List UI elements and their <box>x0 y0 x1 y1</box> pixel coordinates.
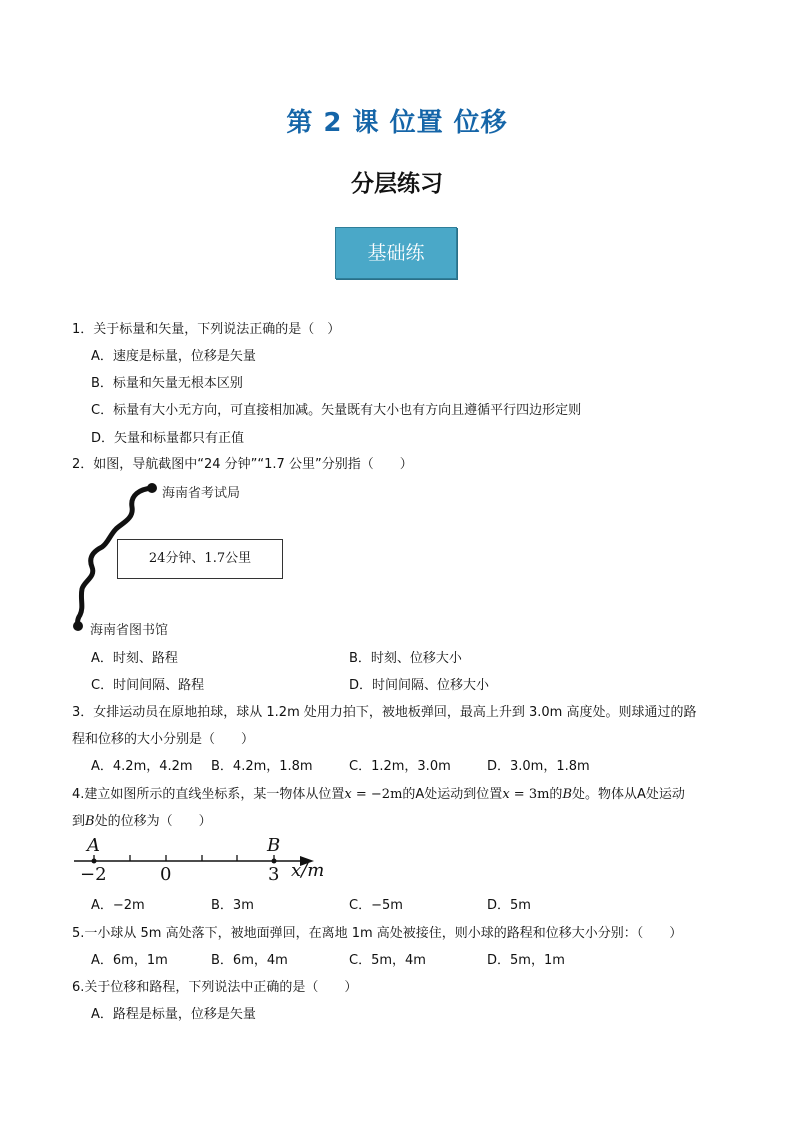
number-line-tick-label-3: 3 <box>268 864 280 885</box>
question-3-option-c: C．1.2m，3.0m <box>349 759 451 774</box>
page-title: 第 2 课 位置 位移 <box>286 108 508 138</box>
question-3-stem-line-1: 3．女排运动员在原地拍球，球从 1.2m 处用力拍下，被地板弹回，最高上升到 3.0m 高度处。则球通过的路 <box>72 705 697 720</box>
number-line-tick-label-minus-2: −2 <box>80 864 107 885</box>
question-4-text-part-1: 4.建立如图所示的直线坐标系，某一物体从位置 <box>72 787 345 802</box>
question-5-option-d: D．5m，1m <box>487 953 565 968</box>
question-5-option-b: B．6m，4m <box>211 953 288 968</box>
question-1-option-a: A．速度是标量，位移是矢量 <box>91 349 256 364</box>
number-line-label-b: B <box>267 835 281 856</box>
question-4-point-b: B <box>562 787 572 802</box>
question-4-variable-x2: x <box>502 787 510 802</box>
route-info-box: 24分钟、1.7公里 <box>117 539 283 579</box>
question-4-option-a: A．−2m <box>91 898 145 913</box>
question-4-stem-line-2 <box>72 810 212 829</box>
destination-label: 海南省考试局 <box>162 486 241 501</box>
question-6-stem: 6.关于位移和路程，下列说法中正确的是（ ） <box>72 980 358 995</box>
question-4-option-b: B．3m <box>211 898 254 913</box>
question-5-option-c: C．5m，4m <box>349 953 426 968</box>
question-1-option-d: D．矢量和标量都只有正值 <box>91 431 245 446</box>
question-2-option-d: D．时间间隔、位移大小 <box>349 678 490 693</box>
page-subtitle: 分层练习 <box>351 171 443 197</box>
question-2-option-a: A．时刻、路程 <box>91 651 178 666</box>
question-4-point-b-2: B <box>85 814 95 829</box>
question-1-option-c: C．标量有大小无方向，可直接相加减。矢量既有大小也有方向且遵循平行四边形定则 <box>91 403 582 418</box>
question-4-text-part-6: 处的位移为（ ） <box>94 814 212 829</box>
question-1-stem: 1．关于标量和矢量，下列说法正确的是（ ） <box>72 322 341 337</box>
question-4-text-part-5: 到 <box>72 814 86 829</box>
origin-dot <box>73 621 83 631</box>
section-badge: 基础练 <box>335 227 457 279</box>
question-6-option-a: A．路程是标量，位移是矢量 <box>91 1007 256 1022</box>
question-4-text-part-4: 处。物体从A处运动 <box>572 787 685 802</box>
number-line-tick-label-0: 0 <box>160 864 172 885</box>
question-1-option-b: B．标量和矢量无根本区别 <box>91 376 243 391</box>
question-4-stem-line-1 <box>72 783 685 802</box>
question-3-option-a: A．4.2m，4.2m <box>91 759 193 774</box>
question-2-option-c: C．时间间隔、路程 <box>91 678 205 693</box>
question-4-variable-x1: x <box>344 787 352 802</box>
question-3-stem-line-2: 程和位移的大小分别是（ ） <box>72 732 255 747</box>
question-2-option-b: B．时刻、位移大小 <box>349 651 462 666</box>
number-line-label-a: A <box>87 835 100 856</box>
question-4-option-d: D．5m <box>487 898 531 913</box>
question-4-value-1: = −2m <box>351 787 403 802</box>
question-3-option-d: D．3.0m，1.8m <box>487 759 590 774</box>
origin-label: 海南省图书馆 <box>90 623 169 638</box>
question-4-text-part-2: 的A处运动到位置 <box>402 787 503 802</box>
question-4-text-part-3: 的 <box>549 787 563 802</box>
question-5-stem: 5.一小球从 5m 高处落下，被地面弹回，在离地 1m 高处被接住，则小球的路程和位移大小分别：（ ） <box>72 926 683 941</box>
destination-dot <box>147 483 157 493</box>
point-a-dot <box>92 859 97 864</box>
question-2-stem: 2．如图，导航截图中“24 分钟”“1.7 公里”分别指（ ） <box>72 457 413 472</box>
number-line-axis-label: x/m <box>291 860 325 881</box>
point-b-dot <box>272 859 277 864</box>
question-4-value-2: = 3m <box>509 787 550 802</box>
question-3-option-b: B．4.2m，1.8m <box>211 759 313 774</box>
question-4-option-c: C．−5m <box>349 898 403 913</box>
question-5-option-a: A．6m，1m <box>91 953 168 968</box>
